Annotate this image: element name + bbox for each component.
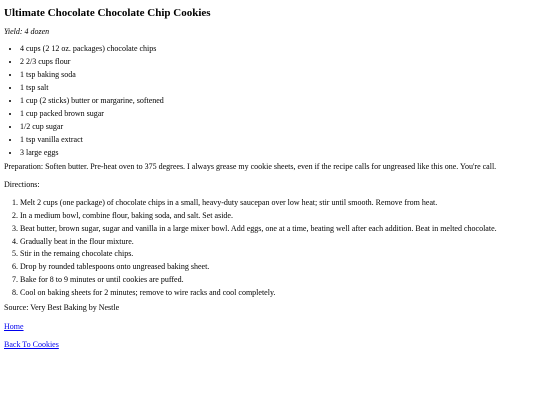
directions-heading: Directions: xyxy=(4,179,40,189)
directions-list xyxy=(4,198,536,298)
ingredients-list xyxy=(4,44,536,157)
ingredient-item: • 1 tsp baking soda xyxy=(20,70,536,80)
direction-step: 1. Melt 2 cups (one package) of chocolate chips in a small, heavy-duty saucepan over low heat; stir until smooth. Remove from heat. xyxy=(20,198,536,208)
direction-step: 8. Cool on baking sheets for 2 minutes; remove to wire racks and cool completely. xyxy=(20,288,536,298)
ingredient-item: • 4 cups (2 12 oz. packages) chocolate chips xyxy=(20,44,536,54)
home-link[interactable]: Home xyxy=(4,321,24,331)
direction-step: 5. Stir in the remaing chocolate chips. xyxy=(20,249,536,259)
direction-step: 4. Gradually beat in the flour mixture. xyxy=(20,237,536,247)
ingredient-item: • 3 large eggs xyxy=(20,148,536,158)
recipe-source: Source: Very Best Baking by Nestle xyxy=(4,303,120,313)
back-to-cookies-link[interactable]: Back To Cookies xyxy=(4,340,59,350)
ingredient-item: • 2 2/3 cups flour xyxy=(20,57,536,67)
ingredient-item: • 1 tsp salt xyxy=(20,83,536,93)
recipe-title: Ultimate Chocolate Chocolate Chip Cookies xyxy=(4,7,211,19)
ingredient-item: • 1 cup (2 sticks) butter or margarine, softened xyxy=(20,96,536,106)
recipe-yield: Yield: 4 dozen xyxy=(4,27,50,37)
direction-step: 7. Bake for 8 to 9 minutes or until cookies are puffed. xyxy=(20,275,536,285)
direction-step: 3. Beat butter, brown sugar, sugar and vanilla in a large mixer bowl. Add eggs, one at a time, beating well after each addition. Beat in melted chocolate. xyxy=(20,224,536,234)
direction-step: 2. In a medium bowl, combine flour, baking soda, and salt. Set aside. xyxy=(20,211,536,221)
home-link-container xyxy=(4,322,536,332)
direction-step: 6. Drop by rounded tablespoons onto ungreased baking sheet. xyxy=(20,262,536,272)
ingredient-item: • 1/2 cup sugar xyxy=(20,122,536,132)
preparation-text: Preparation: Soften butter. Pre-heat oven to 375 degrees. I always grease my cookie sheets, even if the recipe calls for ungreased like this one. You're call. xyxy=(4,162,497,172)
ingredient-item: • 1 tsp vanilla extract xyxy=(20,135,536,145)
ingredient-item: • 1 cup packed brown sugar xyxy=(20,109,536,119)
back-link-container xyxy=(4,340,536,350)
